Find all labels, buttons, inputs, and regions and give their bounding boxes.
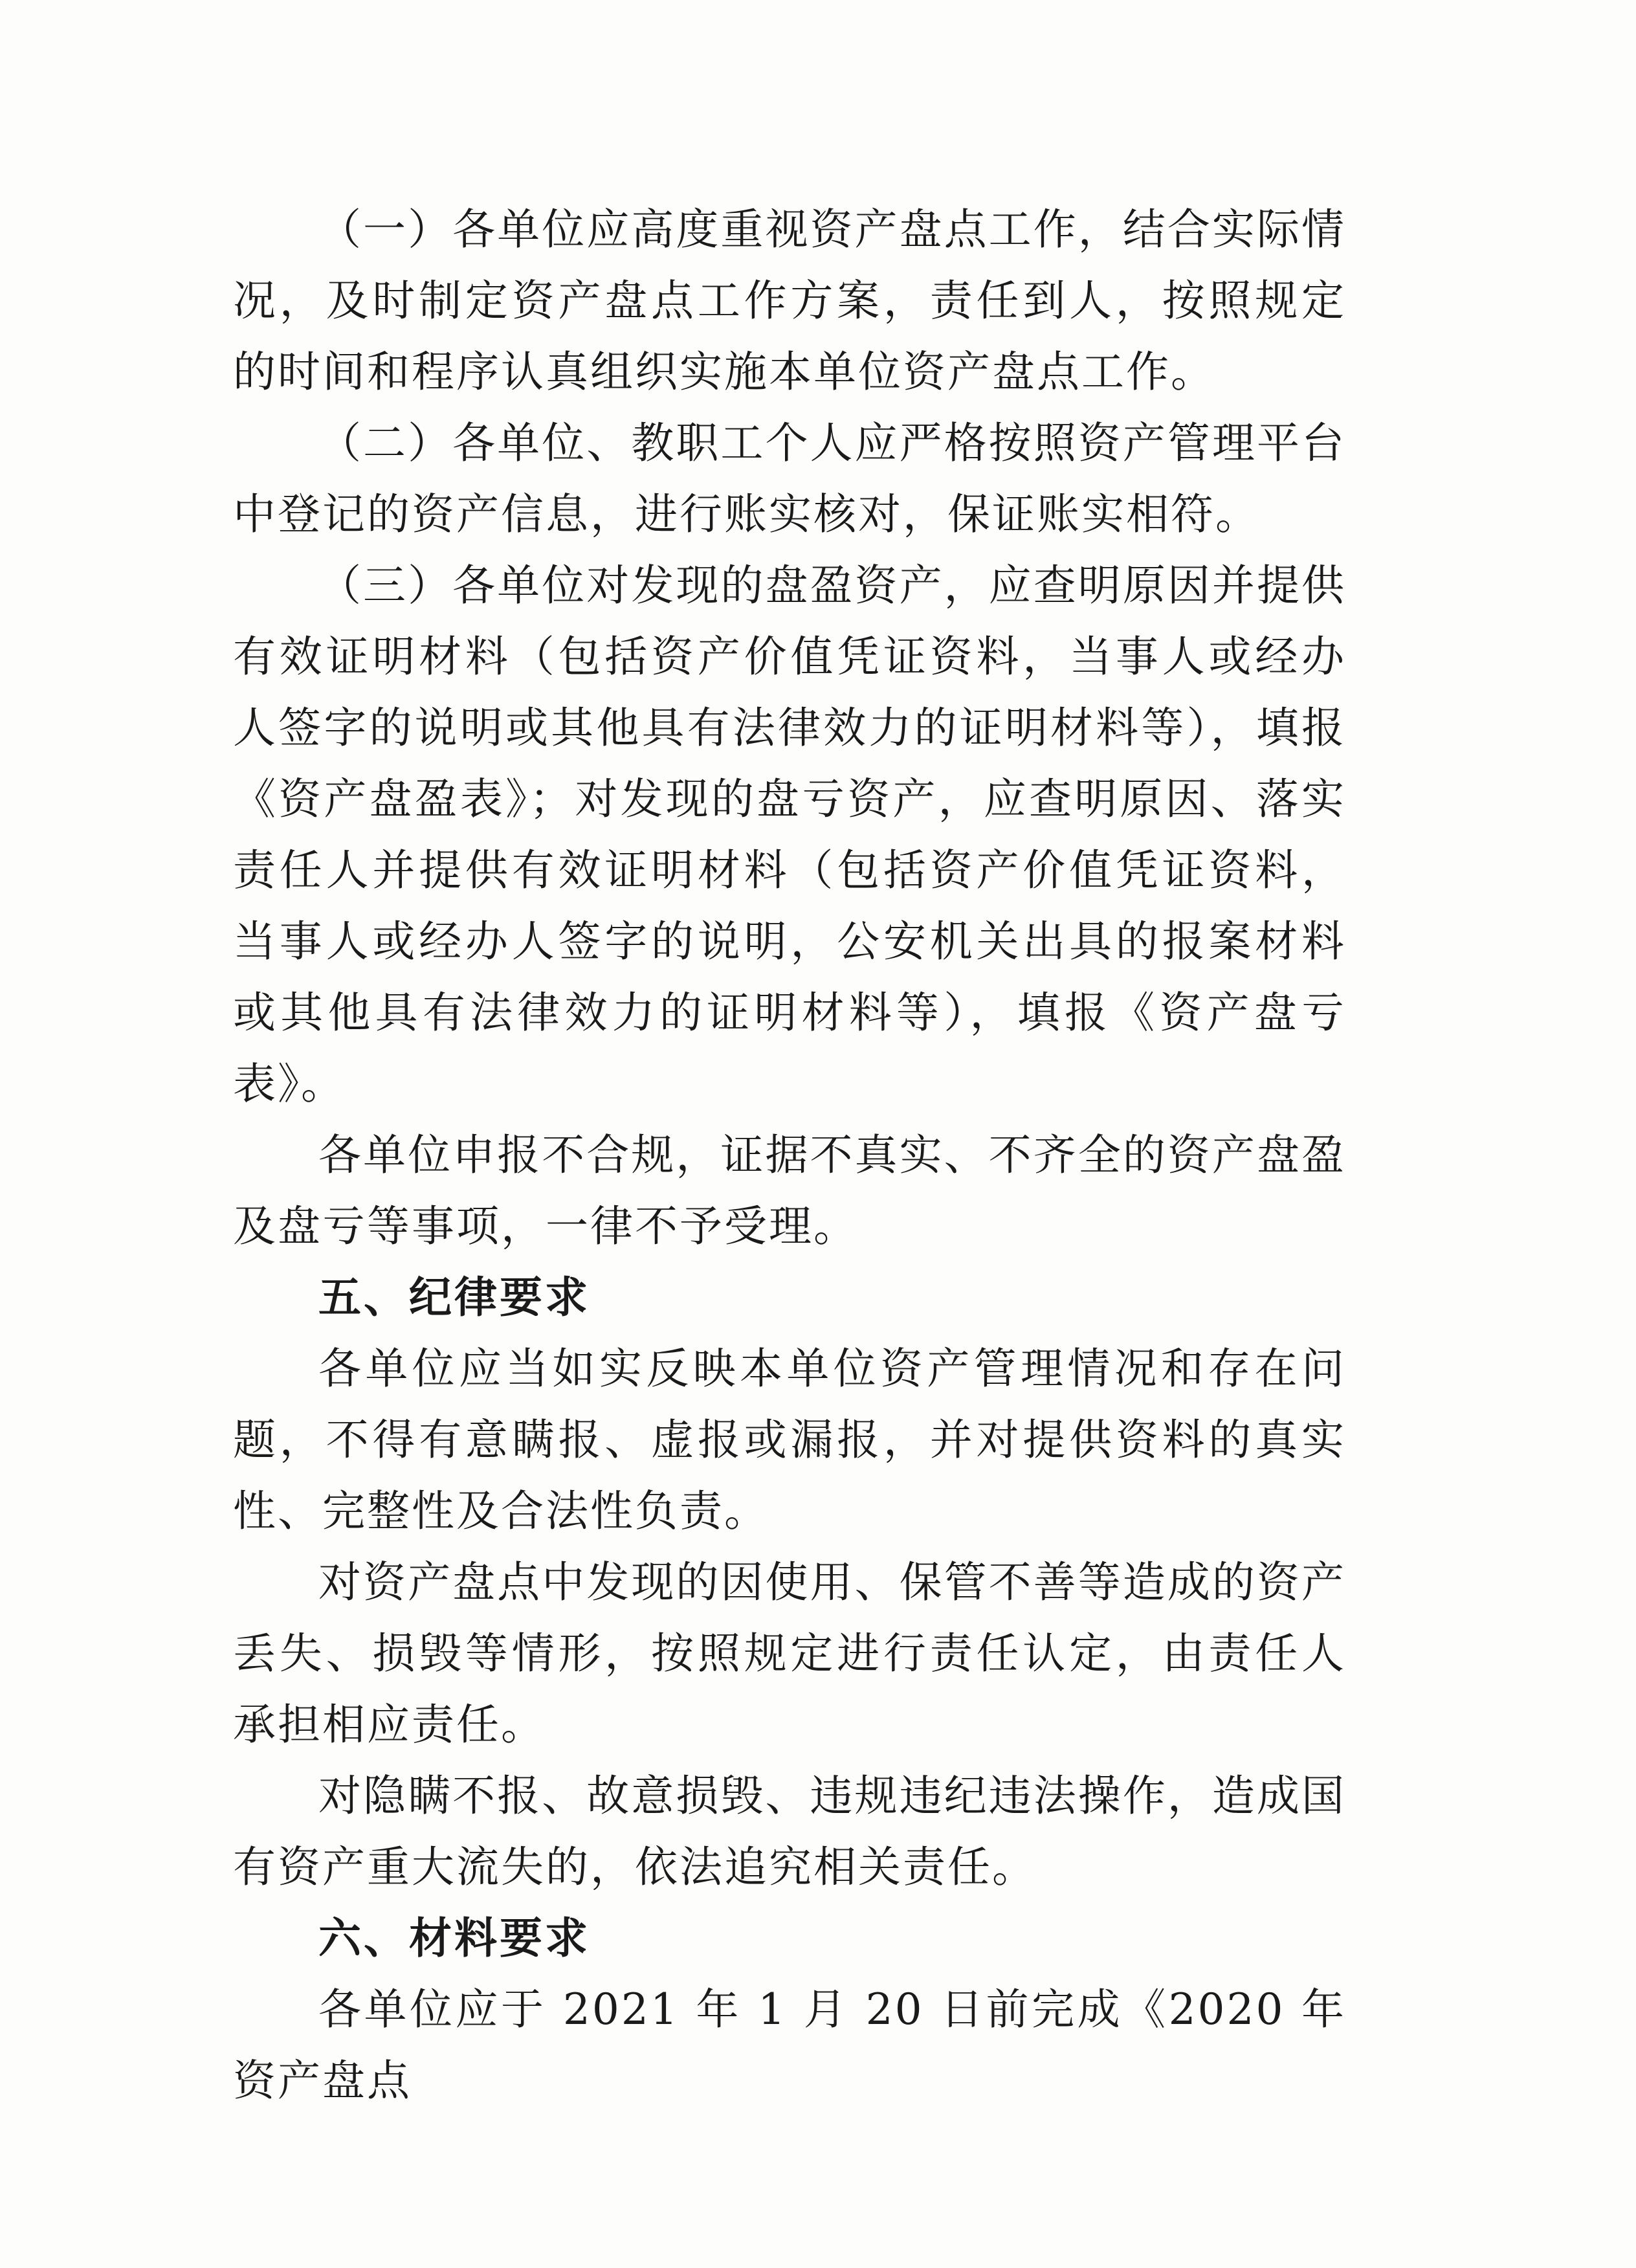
section-heading-discipline: 五、纪律要求	[318, 1273, 590, 1322]
paragraph-materials-1: 各单位应于 2021 年 1 月 20 日前完成《2020 年资产盘点	[233, 1984, 1346, 2106]
paragraph-item-3: （三）各单位对发现的盘盈资产，应查明原因并提供有效证明材料（包括资产价值凭证资料，当事人或经办人签字的说明或其他具有法律效力的证明材料等），填报《资产盘盈表》；对发现的盘亏资产，应查明原因、落实责任人并提供有效证明材料（包括资产价值凭证资料，当事人或经办人签字的说明，公安机关出具的报案材料或其他具有法律效力的证明材料等），填报《资产盘亏表》。	[233, 561, 1346, 1109]
paragraph-item-1: （一）各单位应高度重视资产盘点工作，结合实际情况，及时制定资产盘点工作方案，责任到人，按照规定的时间和程序认真组织实施本单位资产盘点工作。	[233, 205, 1346, 397]
document-body	[233, 194, 1346, 2117]
paragraph-note: 各单位申报不合规，证据不真实、不齐全的资产盘盈及盘亏等事项，一律不予受理。	[233, 1130, 1346, 1251]
section-heading-materials: 六、材料要求	[318, 1913, 590, 1963]
paragraph-discipline-2: 对资产盘点中发现的因使用、保管不善等造成的资产丢失、损毁等情形，按照规定进行责任认定，由责任人承担相应责任。	[233, 1557, 1346, 1750]
paragraph-discipline-1: 各单位应当如实反映本单位资产管理情况和存在问题，不得有意瞒报、虚报或漏报，并对提供资料的真实性、完整性及合法性负责。	[233, 1344, 1346, 1536]
paragraph-item-2: （二）各单位、教职工个人应严格按照资产管理平台中登记的资产信息，进行账实核对，保证账实相符。	[233, 418, 1346, 539]
paragraph-discipline-3: 对隐瞒不报、故意损毁、违规违纪违法操作，造成国有资产重大流失的，依法追究相关责任。	[233, 1771, 1346, 1892]
